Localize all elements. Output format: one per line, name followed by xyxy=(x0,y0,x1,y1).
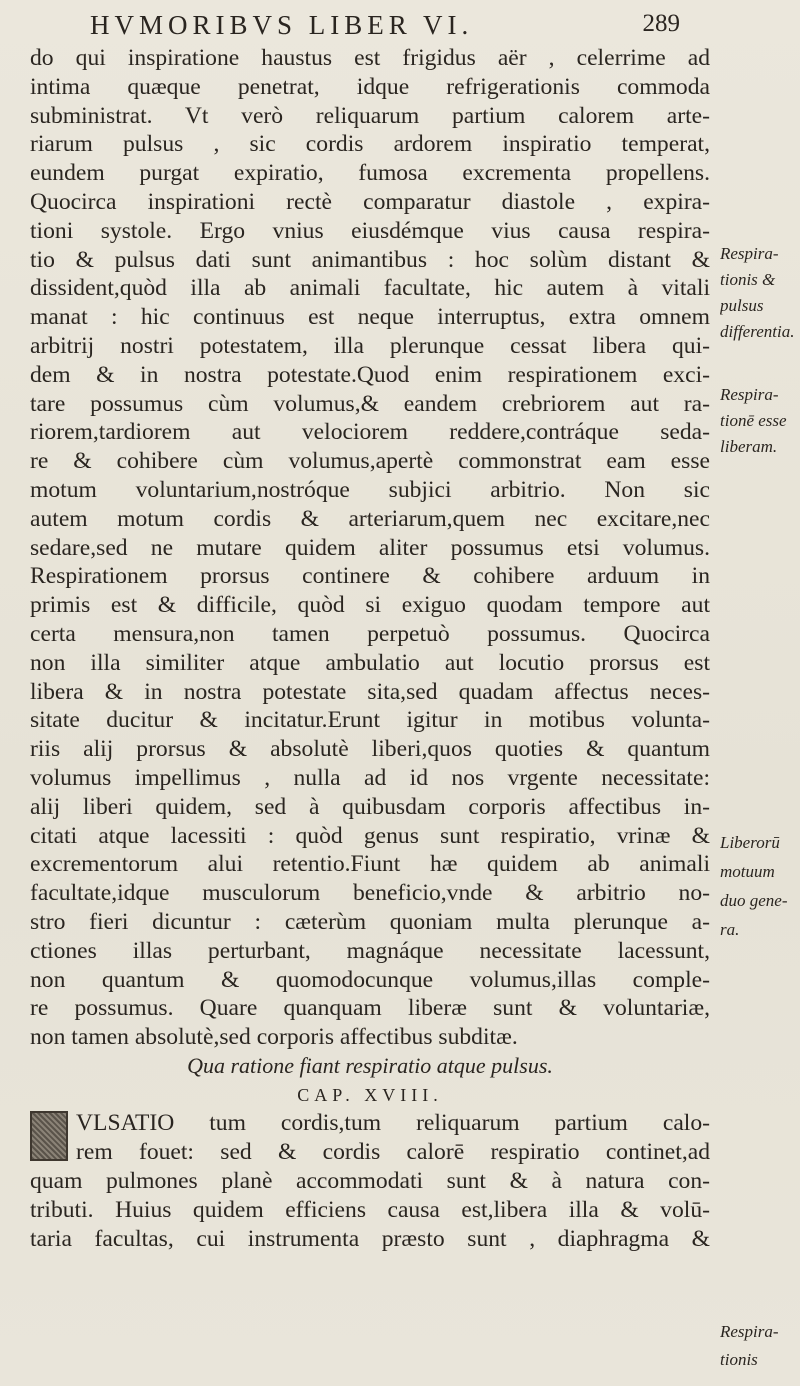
text-line: quam pulmones planè accommodati sunt & à natura con- xyxy=(30,1168,710,1195)
text-line: sitate ducitur & incitatur.Erunt igitur in motibus volunta- xyxy=(30,707,710,734)
text-line: taria facultas, cui instrumenta præsto sunt , diaphragma & xyxy=(30,1225,710,1252)
margin-note: motuum xyxy=(720,862,775,881)
text-line: autem motum cordis & arteriarum,quem nec excitare,nec xyxy=(30,505,710,532)
page-number: 289 xyxy=(642,10,680,37)
text-line: tioni systole. Ergo vnius eiusdémque vius causa respira- xyxy=(30,217,710,244)
text-line: tare possumus cùm volumus,& eandem crebriorem aut ra- xyxy=(30,390,710,417)
margin-note: tionis xyxy=(720,1350,758,1369)
text-line: motum voluntarium,nostróque subjici arbitrio. Non sic xyxy=(30,476,710,503)
text-line: citati atque lacessiti : quòd genus sunt respiratio, vrinæ & xyxy=(30,822,710,849)
margin-note: differentia. xyxy=(720,322,795,341)
decorated-initial-icon xyxy=(30,1111,68,1161)
text-line: primis est & difficile, quòd si exiguo quodam tempore aut xyxy=(30,592,710,619)
text-line: non quantum & quomodocunque volumus,illas comple- xyxy=(30,966,710,993)
margin-note: Respira- xyxy=(720,244,779,263)
text-line: dem & in nostra potestate.Quod enim respirationem exci- xyxy=(30,361,710,388)
text-line: excrementorum alui retentio.Fiunt hæ quidem ab animali xyxy=(30,851,710,878)
running-head: HVMORIBVS LIBER VI. xyxy=(90,10,474,40)
text-line: dissident,quòd illa ab animali facultate, hic autem à vitali xyxy=(30,275,710,302)
text-line: volumus impellimus , nulla ad id nos vrgente necessitate: xyxy=(30,764,710,791)
text-line: VLSATIO tum cordis,tum reliquarum partium calo- xyxy=(76,1110,710,1137)
margin-note: pulsus xyxy=(720,296,764,315)
section-title: Qua ratione fiant respiratio atque pulsus. xyxy=(187,1052,553,1078)
margin-note: Respira- xyxy=(720,385,779,404)
text-line: Quocirca inspirationi rectè comparatur diastole , expira- xyxy=(30,188,710,215)
text-line: tio & pulsus dati sunt animantibus : hoc solùm distant & xyxy=(30,246,710,273)
text-line: alij liberi quidem, sed à quibusdam corporis affectibus in- xyxy=(30,793,710,820)
text-line: non illa similiter atque ambulatio aut locutio prorsus est xyxy=(30,649,710,676)
text-line: rem fouet: sed & cordis calorē respiratio continet,ad xyxy=(76,1139,710,1166)
text-line: libera & in nostra potestate sita,sed quadam affectus neces- xyxy=(30,678,710,705)
text-line: subministrat. Vt verò reliquarum partium calorem arte- xyxy=(30,102,710,129)
text-line: arbitrij nostri potestatem, illa plerunque cessat libera qui- xyxy=(30,332,710,359)
text-line: stro fieri dicuntur : cæterùm quoniam multa plerunque a- xyxy=(30,908,710,935)
margin-note: tionē esse xyxy=(720,411,787,430)
text-line: re possumus. Quare quanquam liberæ sunt & voluntariæ, xyxy=(30,995,710,1022)
text-line: do qui inspiratione haustus est frigidus aër , celerrime ad xyxy=(30,45,710,71)
text-line: eundem purgat expiratio, fumosa excrementa propellens. xyxy=(30,160,710,187)
text-line: re & cohibere cùm volumus,apertè commonstrat eam esse xyxy=(30,448,710,475)
margin-note: liberam. xyxy=(720,437,778,456)
text-line: riorem,tardiorem aut velociorem reddere,contráque seda- xyxy=(30,419,710,446)
text-line: manat : hic continuus est neque interruptus, extra omnem xyxy=(30,304,710,331)
text-line: certa mensura,non tamen perpetuò possumus. Quocirca xyxy=(30,620,710,647)
text-line: riarum pulsus , sic cordis ardorem inspiratio temperat, xyxy=(30,131,710,158)
text-line: facultate,idque musculorum beneficio,vnde & arbitrio no- xyxy=(30,880,710,907)
body-text xyxy=(30,44,710,1253)
text-line: intima quæque penetrat, idque refrigerationis commoda xyxy=(30,73,710,100)
page-header xyxy=(90,6,680,42)
text-line: Respirationem prorsus continere & cohibere arduum in xyxy=(30,563,710,590)
margin-note: duo gene- xyxy=(720,891,788,910)
chapter-first-line xyxy=(30,1109,710,1138)
text-line: non tamen absolutè,sed corporis affectibus subditæ. xyxy=(30,1024,518,1051)
margin-notes xyxy=(720,0,800,1386)
text-line: riis alij prorsus & absolutè liberi,quos quoties & quantum xyxy=(30,736,710,763)
margin-note: ra. xyxy=(720,920,740,939)
margin-note: Liberorū xyxy=(720,833,780,852)
text-line: tributi. Huius quidem efficiens causa est,libera illa & volū- xyxy=(30,1196,710,1223)
margin-note: tionis & xyxy=(720,270,776,289)
margin-note: Respira- xyxy=(720,1322,779,1341)
chapter-heading: CAP. XVIII. xyxy=(297,1084,443,1105)
text-line: sedare,sed ne mutare quidem aliter possumus etsi volumus. xyxy=(30,534,710,561)
text-line: ctiones illas perturbant, magnáque necessitate lacessunt, xyxy=(30,937,710,964)
